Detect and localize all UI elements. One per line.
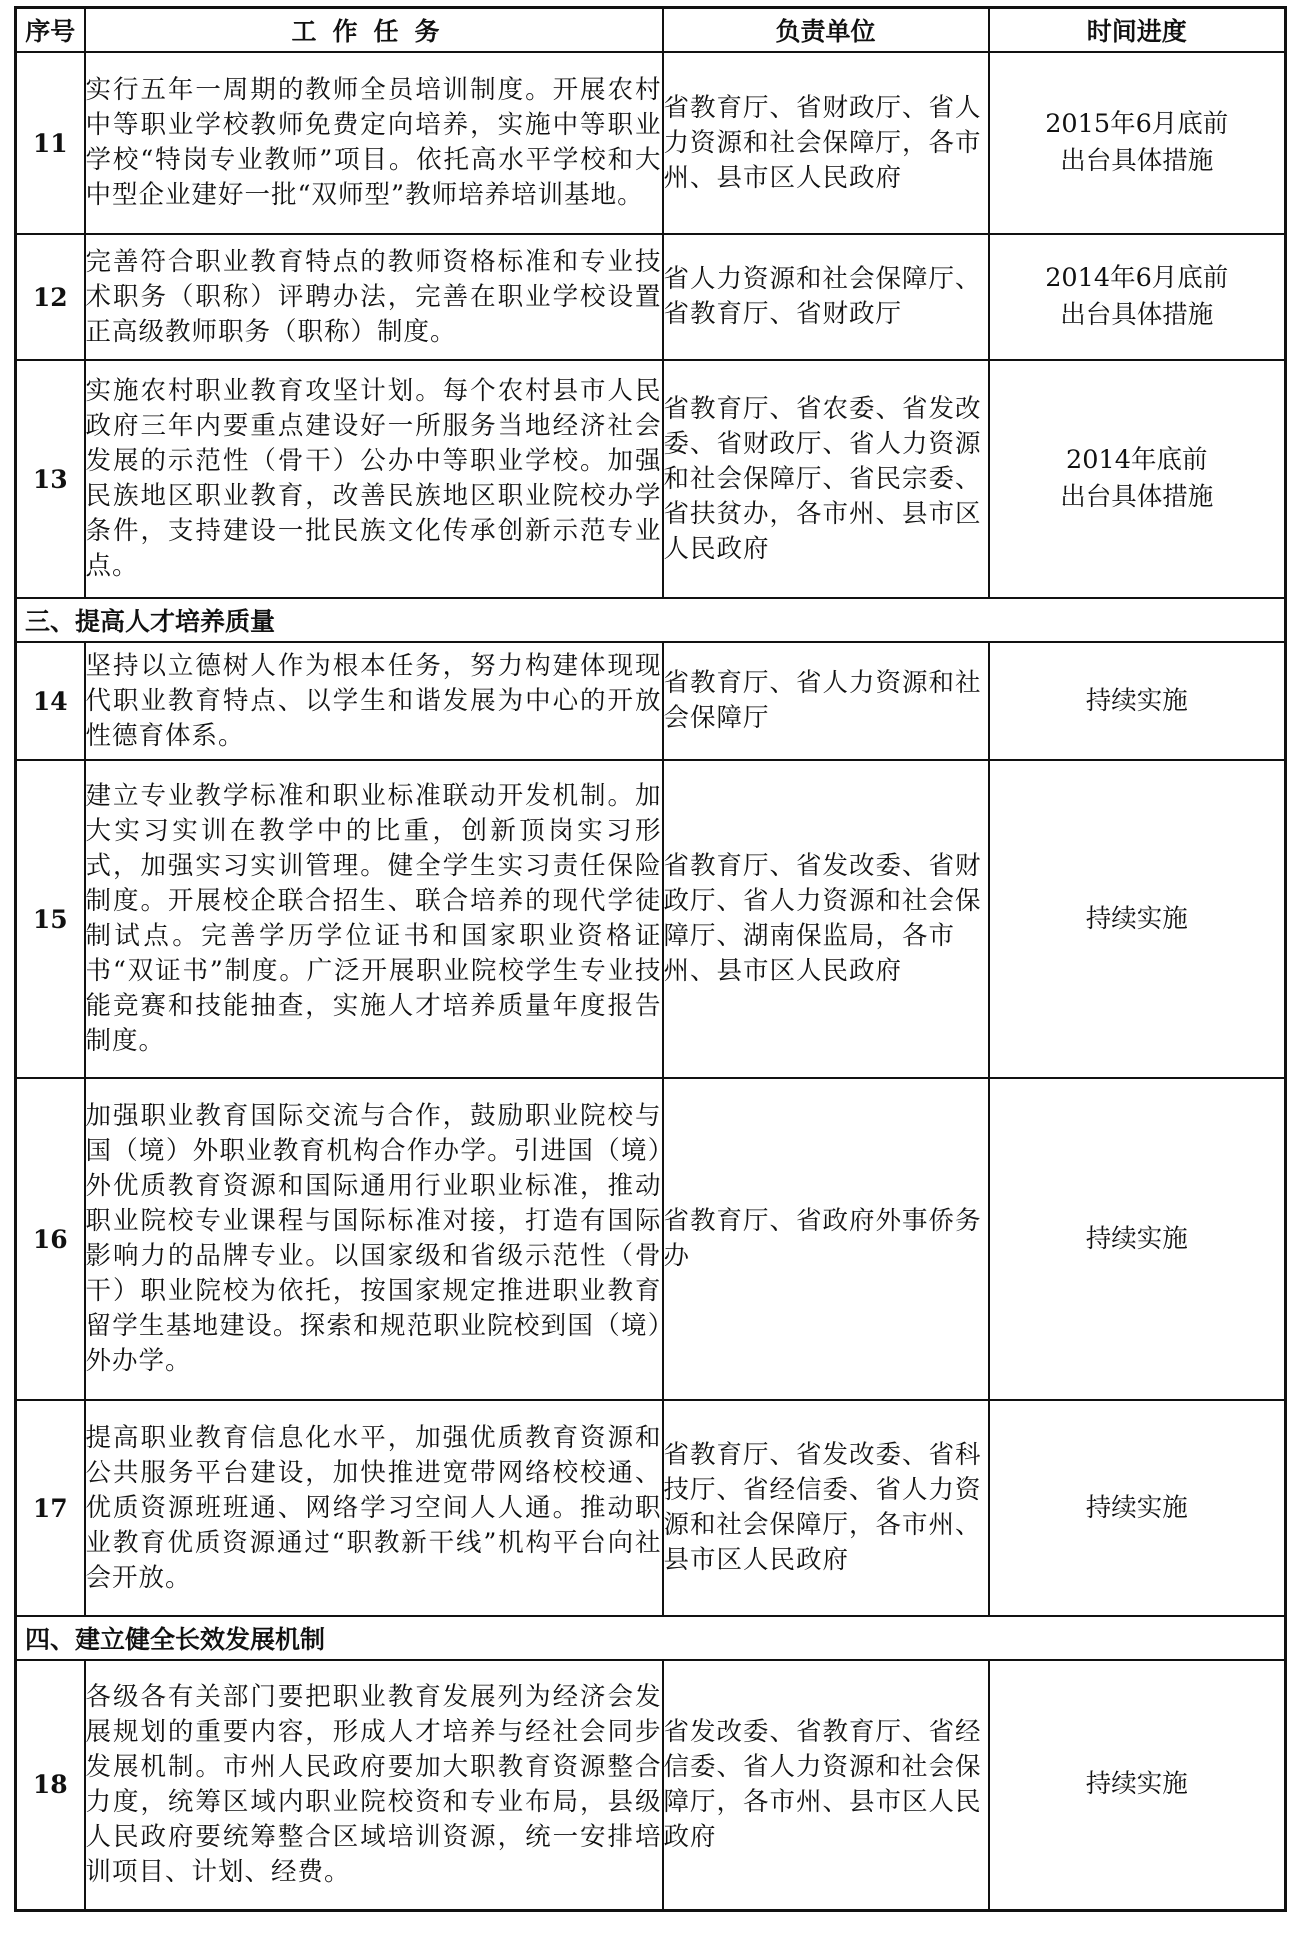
table-row xyxy=(16,234,1286,360)
time-progress xyxy=(989,52,1286,234)
task-text: 各级各有关部门要把职业教育发展列为经济会发展规划的重要内容，形成人才培养与经社会同步发展机制。市州人民政府要加大职教育资源整合力度，统筹区域内职业院校资和专业布局，县级人民政府要统筹整合区域培训资源，统一安排培训项目、计划、经费。 xyxy=(85,1660,663,1910)
row-number: 13 xyxy=(16,360,85,598)
time-line: 2014年底前 xyxy=(1066,445,1208,475)
time-line: 出台具体措施 xyxy=(1060,482,1214,512)
responsible-unit: 省发改委、省教育厅、省经信委、省人力资源和社会保障厅，各市州、县市区人民政府 xyxy=(663,1660,989,1910)
table-row xyxy=(16,1078,1286,1400)
row-number: 11 xyxy=(16,52,85,234)
time-progress xyxy=(989,1660,1286,1910)
responsible-unit: 省教育厅、省政府外事侨务办 xyxy=(663,1078,989,1400)
time-line: 出台具体措施 xyxy=(1060,300,1214,330)
time-line: 持续实施 xyxy=(1085,903,1188,934)
time-line: 持续实施 xyxy=(1085,685,1188,716)
time-line: 持续实施 xyxy=(1085,1223,1188,1254)
task-text: 完善符合职业教育特点的教师资格标准和专业技术职务（职称）评聘办法，完善在职业学校设置正高级教师职务（职称）制度。 xyxy=(85,234,663,360)
task-text: 建立专业教学标准和职业标准联动开发机制。加大实习实训在教学中的比重，创新顶岗实习形式，加强实习实训管理。健全学生实习责任保险制度。开展校企联合招生、联合培养的现代学徒制试点。完善学历学位证书和国家职业资格证书“双证书”制度。广泛开展职业院校学生专业技能竞赛和技能抽查，实施人才培养质量年度报告制度。 xyxy=(85,760,663,1078)
responsible-unit: 省人力资源和社会保障厅、省教育厅、省财政厅 xyxy=(663,234,989,360)
row-number: 18 xyxy=(16,1660,85,1910)
time-line: 2015年6月底前 xyxy=(1045,109,1229,139)
row-number: 15 xyxy=(16,760,85,1078)
time-progress xyxy=(989,760,1286,1078)
section-row xyxy=(16,1616,1286,1660)
row-number: 16 xyxy=(16,1078,85,1400)
table-row xyxy=(16,52,1286,234)
table-row xyxy=(16,1660,1286,1910)
responsible-unit: 省教育厅、省人力资源和社会保障厅 xyxy=(663,642,989,760)
section-row xyxy=(16,598,1286,642)
section-title: 四、建立健全长效发展机制 xyxy=(16,1616,1286,1660)
header-task: 工作任务 xyxy=(85,8,663,53)
responsible-unit: 省教育厅、省发改委、省财政厅、省人力资源和社会保障厅、湖南保监局，各市州、县市区人民政府 xyxy=(663,760,989,1078)
time-progress xyxy=(989,234,1286,360)
row-number: 14 xyxy=(16,642,85,760)
time-progress xyxy=(989,1078,1286,1400)
responsible-unit: 省教育厅、省发改委、省科技厅、省经信委、省人力资源和社会保障厅，各市州、县市区人民政府 xyxy=(663,1400,989,1616)
time-progress xyxy=(989,1400,1286,1616)
time-progress xyxy=(989,642,1286,760)
task-text: 实行五年一周期的教师全员培训制度。开展农村中等职业学校教师免费定向培养，实施中等职业学校“特岗专业教师”项目。依托高水平学校和大中型企业建好一批“双师型”教师培养培训基地。 xyxy=(85,52,663,234)
document-page xyxy=(14,6,1284,1912)
task-text: 加强职业教育国际交流与合作，鼓励职业院校与国（境）外职业教育机构合作办学。引进国（境）外优质教育资源和国际通用行业职业标准，推动职业院校专业课程与国际标准对接，打造有国际影响力的品牌专业。以国家级和省级示范性（骨干）职业院校为依托，按国家规定推进职业教育留学生基地建设。探索和规范职业院校到国（境）外办学。 xyxy=(85,1078,663,1400)
time-line: 持续实施 xyxy=(1085,1492,1188,1523)
table-row xyxy=(16,642,1286,760)
task-text: 提高职业教育信息化水平，加强优质教育资源和公共服务平台建设，加快推进宽带网络校校通、优质资源班班通、网络学习空间人人通。推动职业教育优质资源通过“职教新干线”机构平台向社会开放。 xyxy=(85,1400,663,1616)
section-title: 三、提高人才培养质量 xyxy=(16,598,1286,642)
time-line: 持续实施 xyxy=(1085,1769,1188,1800)
header-unit: 负责单位 xyxy=(663,8,989,53)
row-number: 17 xyxy=(16,1400,85,1616)
header-number: 序号 xyxy=(16,8,85,53)
row-number: 12 xyxy=(16,234,85,360)
header-row xyxy=(16,8,1286,53)
time-line: 2014年6月底前 xyxy=(1045,263,1229,293)
header-time: 时间进度 xyxy=(989,8,1286,53)
table-row xyxy=(16,760,1286,1078)
task-text: 实施农村职业教育攻坚计划。每个农村县市人民政府三年内要重点建设好一所服务当地经济社会发展的示范性（骨干）公办中等职业学校。加强民族地区职业教育，改善民族地区职业院校办学条件，支持建设一批民族文化传承创新示范专业点。 xyxy=(85,360,663,598)
responsible-unit: 省教育厅、省农委、省发改委、省财政厅、省人力资源和社会保障厅、省民宗委、省扶贫办，各市州、县市区人民政府 xyxy=(663,360,989,598)
time-line: 出台具体措施 xyxy=(1060,146,1214,176)
table-row xyxy=(16,1400,1286,1616)
table-row xyxy=(16,360,1286,598)
task-text: 坚持以立德树人作为根本任务，努力构建体现现代职业教育特点、以学生和谐发展为中心的开放性德育体系。 xyxy=(85,642,663,760)
time-progress xyxy=(989,360,1286,598)
responsible-unit: 省教育厅、省财政厅、省人力资源和社会保障厅，各市州、县市区人民政府 xyxy=(663,52,989,234)
task-table xyxy=(14,6,1287,1912)
